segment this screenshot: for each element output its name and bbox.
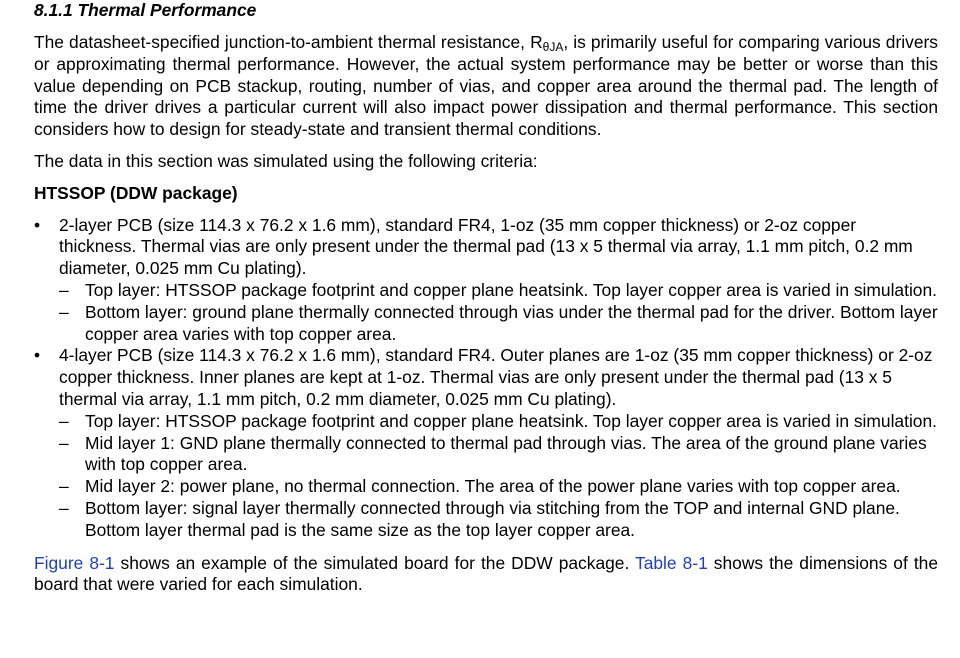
bullet-item-2-layer — [34, 215, 938, 346]
sub-item-text: Bottom layer: signal layer thermally connected through via stitching from the TOP and internal GND plane. Bottom layer thermal pad is the same size as the top layer copper area. — [85, 497, 900, 540]
dash-icon: – — [59, 476, 69, 497]
sub-item-text: Bottom layer: ground plane thermally connected through vias under the thermal pad for the driver. Bottom layer copper area varies with top copper area. — [85, 301, 938, 344]
section-heading: 8.1.1 Thermal Performance — [34, 0, 257, 20]
theta-ja-subscript: θJA — [542, 40, 564, 54]
sub-item — [59, 476, 938, 498]
pcb-bullet-list — [34, 215, 938, 542]
sub-item-text: Top layer: HTSSOP package footprint and copper plane heatsink. Top layer copper area is varied in simulation. — [85, 279, 937, 300]
closing-text-middle: shows an example of the simulated board for the DDW package. — [114, 552, 636, 573]
bullet-text: 2-layer PCB (size 114.3 x 76.2 x 1.6 mm), standard FR4, 1-oz (35 mm copper thickness) or 2-oz copper thickness. Thermal vias are only present under the thermal pad (13 x 5 thermal via array, 1.1 mm pitch, 0.2 mm diameter, 0.025 mm Cu plating). — [59, 214, 913, 279]
bullet-icon: • — [34, 345, 41, 366]
figure-link[interactable]: Figure 8-1 — [34, 552, 115, 573]
closing-text-end: shows the dimensions of the board that were varied for each simulation. — [34, 552, 938, 595]
sub-item — [59, 433, 938, 477]
sub-item-text: Top layer: HTSSOP package footprint and copper plane heatsink. Top layer copper area is varied in simulation. — [85, 410, 937, 431]
sub-item — [59, 302, 938, 346]
closing-paragraph — [34, 553, 938, 597]
criteria-paragraph: The data in this section was simulated using the following criteria: — [34, 150, 538, 171]
bullet-text: 4-layer PCB (size 114.3 x 76.2 x 1.6 mm), standard FR4. Outer planes are 1-oz (35 mm copper thickness) or 2-oz copper thickness. Inner planes are kept at 1-oz. Thermal vias are only present under the thermal pad (13 x 5 thermal via array, 1.1 mm pitch, 0.2 mm diameter, 0.025 mm Cu plating). — [59, 345, 933, 409]
sub-item — [59, 280, 938, 302]
dash-icon: – — [59, 410, 69, 431]
sub-list — [59, 411, 938, 542]
dash-icon: – — [59, 432, 69, 453]
package-subheading: HTSSOP (DDW package) — [34, 182, 238, 203]
sub-item-text: Mid layer 2: power plane, no thermal connection. The area of the power plane varies with top copper area. — [85, 476, 901, 497]
bullet-item-4-layer — [34, 345, 938, 541]
intro-paragraph — [34, 32, 938, 141]
sub-item — [59, 411, 938, 433]
dash-icon: – — [59, 497, 69, 518]
sub-item-text: Mid layer 1: GND plane thermally connected to thermal pad through vias. The area of the ground plane varies with top copper area. — [85, 432, 927, 475]
sub-item — [59, 498, 938, 542]
intro-text-end: , is primarily useful for comparing various drivers or approximating thermal performance. However, the actual system performance may be better or worse than this value depending on PCB stackup, routing, number of vias, and copper area around the thermal pad. The length of time the driver drives a particular current will also impact power dissipation and thermal performance. This section considers how to design for steady-state and transient thermal conditions. — [34, 32, 938, 140]
intro-text-start: The datasheet-specified junction-to-ambient thermal resistance, R — [34, 32, 543, 52]
sub-list — [59, 280, 938, 345]
table-link[interactable]: Table 8-1 — [635, 552, 708, 573]
bullet-icon: • — [34, 214, 41, 235]
dash-icon: – — [59, 301, 69, 322]
dash-icon: – — [59, 279, 69, 300]
